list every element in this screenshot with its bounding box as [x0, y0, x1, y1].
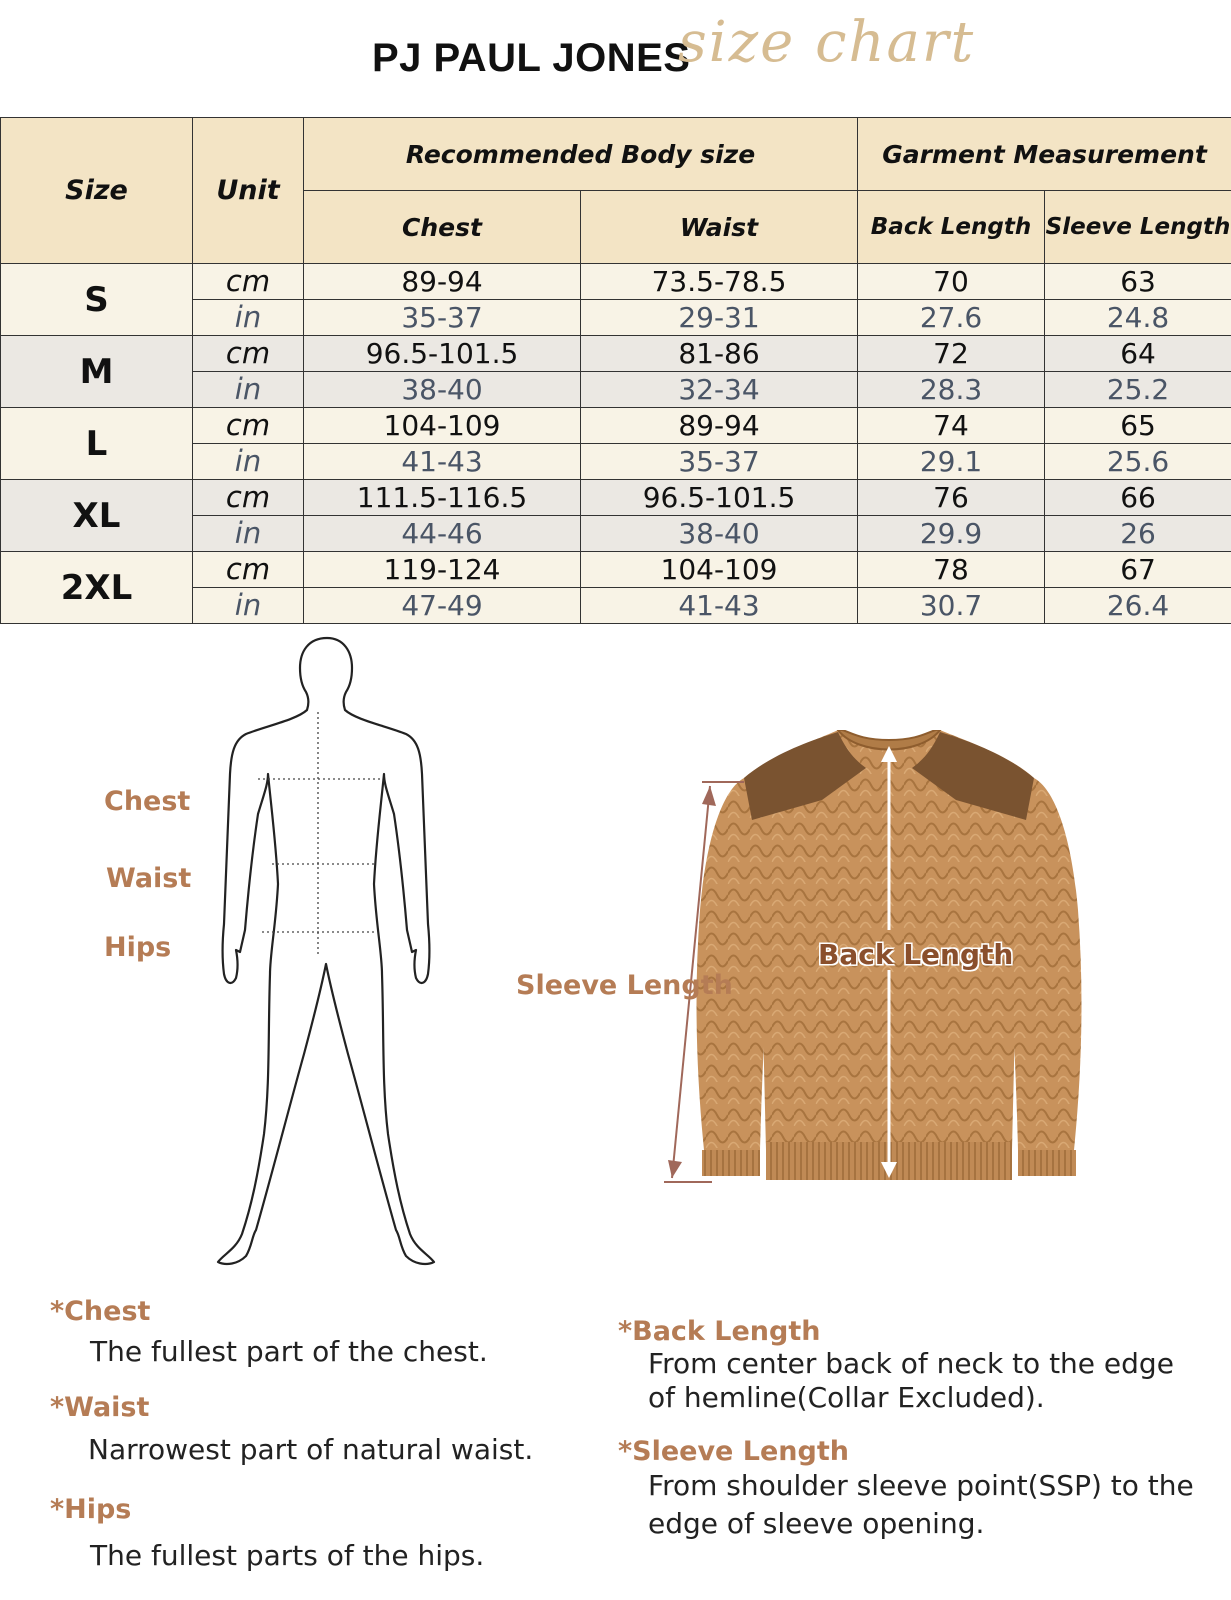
size-table	[0, 117, 1231, 624]
size-label: S	[1, 264, 193, 336]
back-length-in: 29.1	[858, 444, 1045, 480]
waist-in: 32-34	[581, 372, 858, 408]
sleeve-length-cm: 66	[1045, 480, 1231, 516]
header-unit: Unit	[193, 118, 304, 264]
chest-definition-text: The fullest part of the chest.	[90, 1335, 488, 1368]
chest-in: 44-46	[304, 516, 581, 552]
sleeve-length-cm: 63	[1045, 264, 1231, 300]
size-label: L	[1, 408, 193, 480]
sleeve-length-in: 25.6	[1045, 444, 1231, 480]
chest-cm: 104-109	[304, 408, 581, 444]
hips-label: Hips	[104, 932, 172, 963]
chest-in: 47-49	[304, 588, 581, 624]
unit-in: in	[193, 444, 304, 480]
back-length-in: 28.3	[858, 372, 1045, 408]
waist-cm: 96.5-101.5	[581, 480, 858, 516]
back-length-cm: 74	[858, 408, 1045, 444]
waist-definition-heading: *Waist	[50, 1392, 150, 1423]
unit-in: in	[193, 372, 304, 408]
back-length-cm: 72	[858, 336, 1045, 372]
table-row	[1, 480, 1231, 516]
waist-label: Waist	[106, 863, 192, 894]
back-length-cm: 78	[858, 552, 1045, 588]
unit-cm: cm	[193, 264, 304, 300]
waist-in: 38-40	[581, 516, 858, 552]
sleeve-length-definition-line2: edge of sleeve opening.	[648, 1507, 985, 1540]
size-label: 2XL	[1, 552, 193, 624]
table-row	[1, 336, 1231, 372]
chest-label: Chest	[104, 786, 191, 817]
chest-definition-heading: *Chest	[50, 1296, 151, 1327]
unit-in: in	[193, 588, 304, 624]
back-length-definition-line1: From center back of neck to the edge	[648, 1347, 1174, 1380]
waist-cm: 104-109	[581, 552, 858, 588]
sleeve-length-definition-line1: From shoulder sleeve point(SSP) to the	[648, 1469, 1194, 1502]
unit-cm: cm	[193, 480, 304, 516]
unit-in: in	[193, 516, 304, 552]
chest-cm: 119-124	[304, 552, 581, 588]
sleeve-length-in: 26.4	[1045, 588, 1231, 624]
waist-in: 35-37	[581, 444, 858, 480]
size-chart-script-title: size chart	[678, 10, 976, 75]
waist-definition-text: Narrowest part of natural waist.	[88, 1433, 534, 1466]
waist-in: 41-43	[581, 588, 858, 624]
table-row	[1, 408, 1231, 444]
unit-cm: cm	[193, 408, 304, 444]
back-length-definition-heading: *Back Length	[618, 1316, 821, 1347]
back-length-label: Back Length	[818, 938, 1014, 971]
header-garment-measurement: Garment Measurement	[858, 118, 1231, 191]
size-label: M	[1, 336, 193, 408]
body-figure-illustration	[212, 634, 442, 1294]
title-bar	[0, 0, 1231, 118]
waist-cm: 73.5-78.5	[581, 264, 858, 300]
header-waist: Waist	[581, 191, 858, 264]
unit-in: in	[193, 300, 304, 336]
chest-cm: 89-94	[304, 264, 581, 300]
sleeve-length-definition-heading: *Sleeve Length	[618, 1436, 849, 1467]
size-label: XL	[1, 480, 193, 552]
chest-in: 35-37	[304, 300, 581, 336]
hips-definition-heading: *Hips	[50, 1494, 132, 1525]
hips-definition-text: The fullest parts of the hips.	[90, 1539, 485, 1572]
header-chest: Chest	[304, 191, 581, 264]
chest-cm: 111.5-116.5	[304, 480, 581, 516]
header-size: Size	[1, 118, 193, 264]
chest-cm: 96.5-101.5	[304, 336, 581, 372]
sleeve-length-label: Sleeve Length	[516, 970, 733, 1001]
header-sleeve-length: Sleeve Length	[1045, 191, 1231, 264]
back-length-cm: 76	[858, 480, 1045, 516]
sleeve-length-cm: 64	[1045, 336, 1231, 372]
chest-in: 41-43	[304, 444, 581, 480]
back-length-definition-line2: of hemline(Collar Excluded).	[648, 1381, 1045, 1414]
header-back-length: Back Length	[858, 191, 1045, 264]
sleeve-length-cm: 67	[1045, 552, 1231, 588]
unit-cm: cm	[193, 552, 304, 588]
table-row	[1, 264, 1231, 300]
waist-in: 29-31	[581, 300, 858, 336]
brand-name: PJ PAUL JONES	[372, 36, 691, 80]
unit-cm: cm	[193, 336, 304, 372]
chest-in: 38-40	[304, 372, 581, 408]
back-length-in: 29.9	[858, 516, 1045, 552]
sleeve-length-in: 25.2	[1045, 372, 1231, 408]
sleeve-length-in: 26	[1045, 516, 1231, 552]
back-length-cm: 70	[858, 264, 1045, 300]
header-body-size: Recommended Body size	[304, 118, 858, 191]
table-row	[1, 552, 1231, 588]
waist-cm: 81-86	[581, 336, 858, 372]
sleeve-length-cm: 65	[1045, 408, 1231, 444]
back-length-in: 27.6	[858, 300, 1045, 336]
sleeve-length-in: 24.8	[1045, 300, 1231, 336]
waist-cm: 89-94	[581, 408, 858, 444]
back-length-in: 30.7	[858, 588, 1045, 624]
